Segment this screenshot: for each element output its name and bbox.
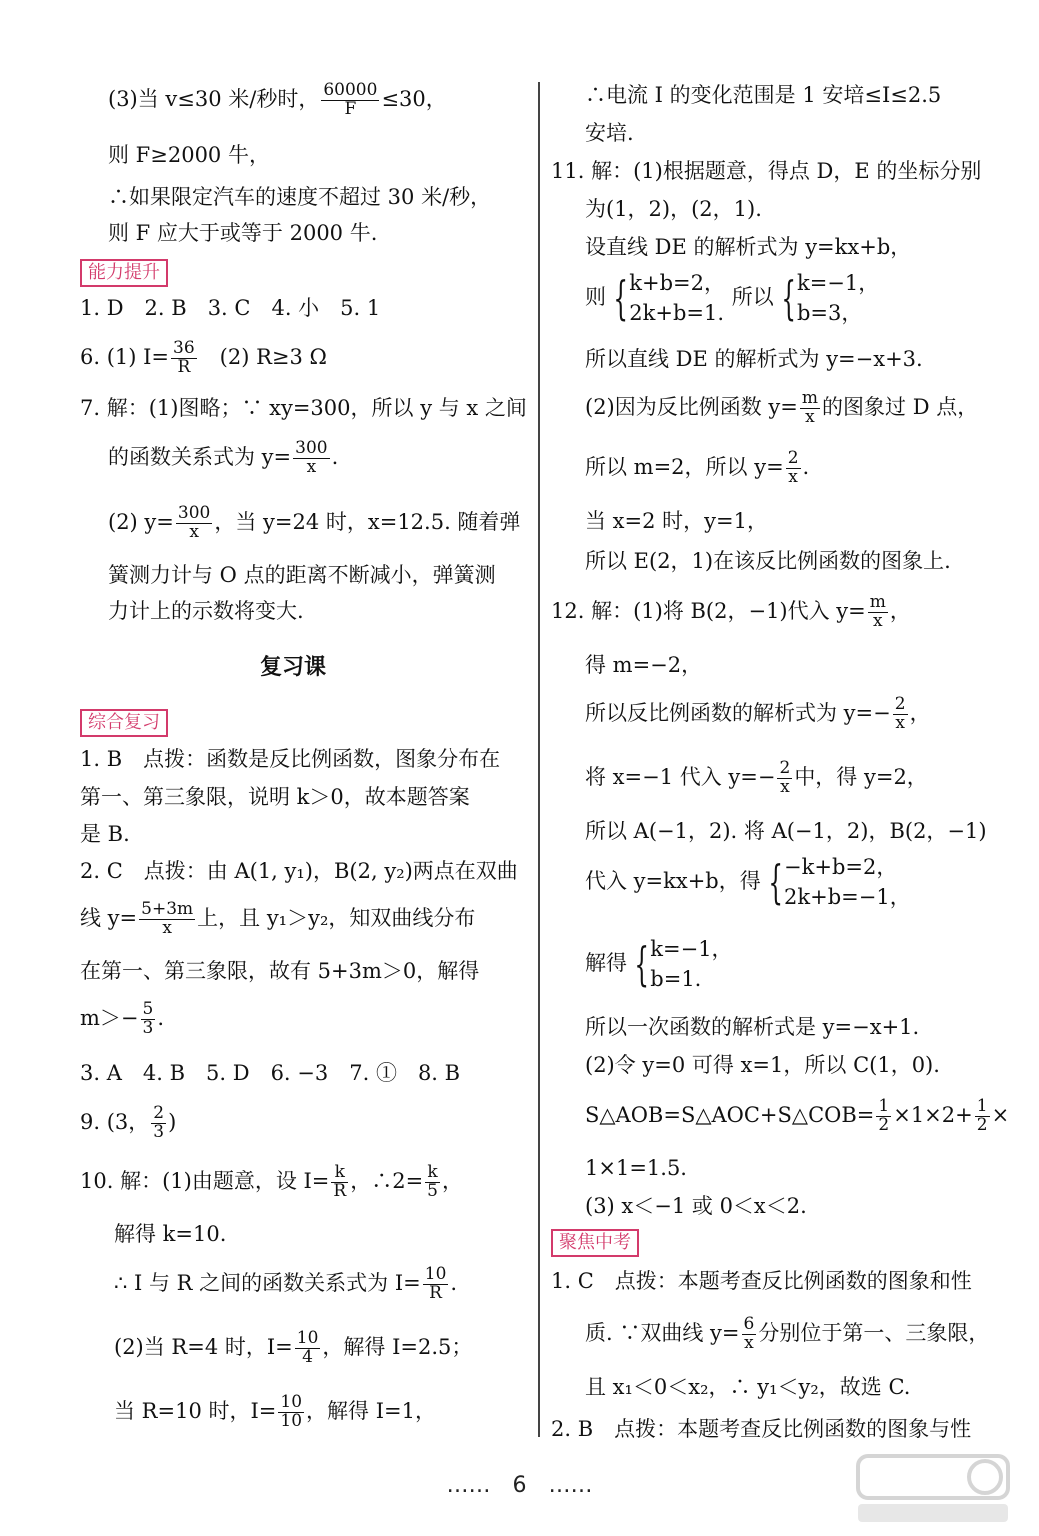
answer-12-line: 得 m=−2，	[585, 653, 703, 677]
fraction: $\frac{k}{5}$	[427, 1162, 438, 1201]
section-tag-ability: 能力提升	[80, 258, 168, 287]
answer-11-line: 所以直线 DE 的解析式为 y=−x+3.	[585, 347, 923, 371]
answer-11-line: (2)因为反比例函数 y= $\frac{m}{x}$ 的图象过 D 点，	[585, 388, 979, 427]
review-1-line: 1. B 点拨：函数是反比例函数，图象分布在	[80, 747, 501, 771]
page-number: …… 6 ……	[446, 1473, 593, 1498]
answer-7-line: 簧测力计与 O 点的距离不断减小，弹簧测	[108, 563, 496, 587]
section-heading: 复习课	[260, 655, 327, 680]
fraction: $\frac{2}{x}$	[894, 694, 906, 733]
answer-12-line: 1×1=1.5.	[585, 1156, 687, 1180]
answer-11-line: 为(1，2)，(2，1).	[585, 197, 762, 221]
fraction: $\frac{10}{R}$	[424, 1264, 447, 1303]
fraction: $\frac{1}{2}$	[878, 1096, 890, 1135]
brace: {	[634, 937, 649, 992]
answer-6: 6. (1) I= $\frac{36}{R}$ (2) R≥3 Ω	[80, 338, 327, 377]
fraction: $\frac{10}{4}$	[296, 1328, 319, 1367]
answer-7-line: 7. 解：(1)图略；∵ xy=300，所以 y 与 x 之间	[80, 396, 527, 420]
text-line: ∴电流 I 的变化范围是 1 安培≤I≤2.5	[585, 83, 942, 107]
answer-11-line: 11. 解：(1)根据题意，得点 D，E 的坐标分别	[551, 159, 982, 183]
answer-12-line: 12. 解：(1)将 B(2，−1)代入 y= $\frac{m}{x}$ ，	[551, 592, 911, 631]
fraction: $\frac{36}{R}$	[173, 338, 195, 377]
text-line: 则 F 应大于或等于 2000 牛.	[108, 221, 378, 245]
fraction: $\frac{5}{3}$	[142, 999, 154, 1038]
answer-12-line: (3) x＜−1 或 0＜x＜2.	[585, 1194, 807, 1218]
answer-7-line: (2) y= $\frac{300}{x}$ ，当 y=24 时，x=12.5. 随着弹	[108, 503, 521, 542]
section-tag-review: 综合复习	[80, 708, 168, 737]
review-1-line: 第一、第三象限，说明 k＞0，故本题答案	[80, 785, 470, 809]
equation-system: 解得 { k=−1， b=1.	[585, 937, 733, 992]
text-line	[108, 82, 447, 119]
answer-12-line: 所以反比例函数的解析式为 y=− $\frac{2}{x}$ ，	[585, 694, 931, 733]
answer-11-line: 设直线 DE 的解析式为 y=kx+b，	[585, 235, 912, 259]
fraction: $\frac{6}{x}$	[743, 1314, 755, 1353]
equation-system: 则 { k+b=2， 2k+b=1. 所以 { k=−1， b=3，	[585, 271, 880, 326]
answer-10-line: 10. 解：(1)由题意，设 I= $\frac{k}{R}$ ，∴2= $\frac{k}{5}$ ，	[80, 1162, 463, 1201]
fraction: $\frac{10}{10}$	[280, 1392, 303, 1431]
section-tag-exam: 聚焦中考	[551, 1228, 639, 1257]
review-2-line: 在第一、第三象限，故有 5+3m＞0，解得	[80, 959, 480, 983]
answer-12-line: S△AOB=S△AOC+S△COB= $\frac{1}{2}$ ×1×2+ $\frac{1}{2}$ ×	[585, 1096, 1010, 1135]
answer-line: 3. A 4. B 5. D 6. −3 7. ① 8. B	[80, 1061, 461, 1085]
review-2-line: 2. C 点拨：由 A(1, y₁)，B(2, y₂)两点在双曲	[80, 859, 518, 883]
exam-2-line: 2. B 点拨：本题考查反比例函数的图象与性	[551, 1417, 972, 1441]
answer-10-line: ∴ I 与 R 之间的函数关系式为 I= $\frac{10}{R}$ .	[114, 1264, 458, 1303]
answer-11-line: 所以 E(2，1)在该反比例函数的图象上.	[585, 549, 951, 573]
text-line: 则 F≥2000 牛，	[108, 143, 270, 167]
answer-11-line: 当 x=2 时，y=1，	[585, 509, 768, 533]
answer-12-line: 将 x=−1 代入 y=− $\frac{2}{x}$ 中，得 y=2，	[585, 758, 928, 797]
fraction: $\frac{60000}{F}$	[323, 80, 378, 119]
answer-12-line: (2)令 y=0 可得 x=1，所以 C(1，0).	[585, 1053, 940, 1077]
fraction: $\frac{1}{2}$	[976, 1096, 988, 1135]
answer-12-line: 所以 A(−1，2). 将 A(−1，2)，B(2，−1)	[585, 819, 987, 843]
text-line: 安培.	[585, 121, 634, 145]
brace: {	[613, 271, 628, 326]
answer-10-line: (2)当 R=4 时，I= $\frac{10}{4}$ ，解得 I=2.5；	[114, 1328, 473, 1367]
answer-11-line: 所以 m=2，所以 y= $\frac{2}{x}$ .	[585, 448, 810, 487]
brace: {	[768, 855, 783, 910]
equation-system: 代入 y=kx+b，得 { −k+b=2， 2k+b=−1，	[585, 855, 911, 910]
fraction: $\frac{k}{R}$	[333, 1162, 347, 1201]
answer-12-line: 所以一次函数的解析式是 y=−x+1.	[585, 1015, 920, 1039]
text-line: ∴如果限定汽车的速度不超过 30 米/秒，	[108, 185, 492, 209]
fraction: $\frac{300}{x}$	[177, 503, 211, 542]
fraction: $\frac{m}{x}$	[801, 388, 819, 427]
exam-1-line: 质. ∵双曲线 y= $\frac{6}{x}$ 分别位于第一、三象限，	[585, 1314, 990, 1353]
text: ≤30，	[381, 86, 447, 111]
fraction: $\frac{5+3m}{x}$	[141, 899, 194, 938]
brace: {	[781, 271, 796, 326]
exam-1-line: 且 x₁＜0＜x₂，∴ y₁＜y₂，故选 C.	[585, 1375, 911, 1399]
fraction: $\frac{300}{x}$	[295, 438, 328, 477]
watermark-logo	[850, 1448, 1020, 1528]
fraction: $\frac{2}{x}$	[787, 448, 799, 487]
review-1-line: 是 B.	[80, 822, 130, 846]
column-divider	[538, 82, 540, 1437]
answer-10-line: 当 R=10 时，I= $\frac{10}{10}$ ，解得 I=1，	[114, 1392, 436, 1431]
answer-10-line: 解得 k=10.	[114, 1222, 227, 1246]
answer-9: 9. (3， $\frac{2}{3}$ )	[80, 1103, 177, 1142]
answer-7-line: 的函数关系式为 y= $\frac{300}{x}$ .	[108, 438, 339, 477]
exam-1-line: 1. C 点拨：本题考查反比例函数的图象和性	[551, 1269, 972, 1293]
fraction: $\frac{2}{3}$	[153, 1103, 165, 1142]
fraction: $\frac{m}{x}$	[869, 592, 886, 631]
answer-line: 1. D 2. B 3. C 4. 小 5. 1	[80, 296, 381, 320]
review-2-line: m＞− $\frac{5}{3}$ .	[80, 999, 165, 1038]
answer-7-line: 力计上的示数将变大.	[108, 599, 304, 623]
text: (3)当 v≤30 米/秒时，	[108, 86, 320, 111]
review-2-line: 线 y= $\frac{5+3m}{x}$ 上，且 y₁＞y₂，知双曲线分布	[80, 899, 476, 938]
fraction: $\frac{2}{x}$	[779, 758, 791, 797]
